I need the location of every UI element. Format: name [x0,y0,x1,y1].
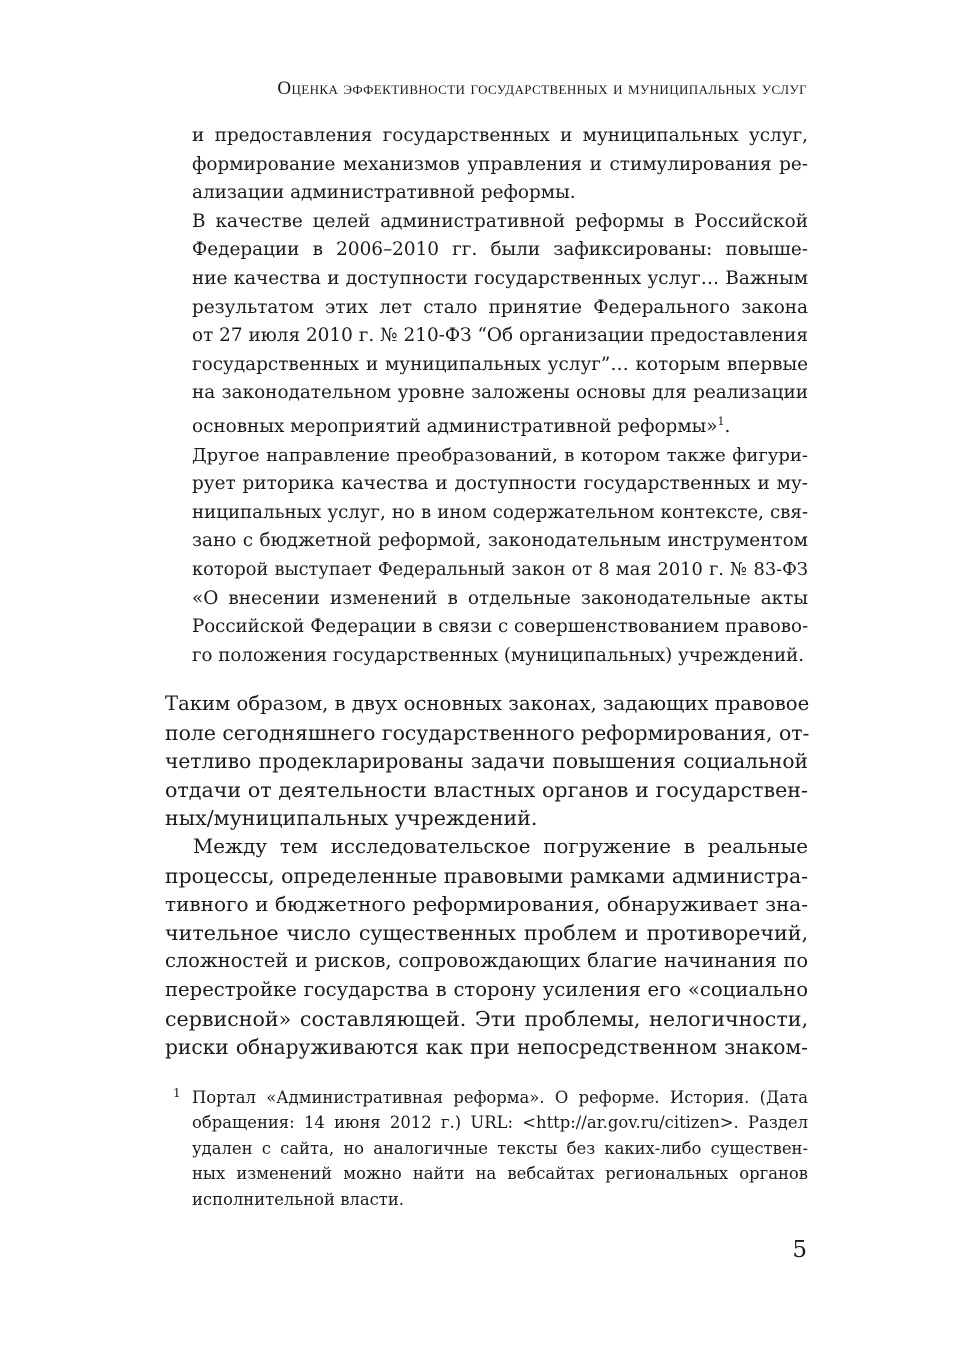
paragraph-line: перестройке государства в сторону усиления его «социально [165,977,808,1001]
quote-line: зано с бюджетной реформой, законодательным инструментом [192,530,808,552]
footnote-reference[interactable]: 1 [717,414,725,428]
paragraph-line: отдачи от деятельности властных органов и государствен- [165,777,808,802]
quote-line-text: основных мероприятий административной реформы» [192,415,718,437]
footnote-line: Портал «Административная реформа». О реформе. История. (Дата [192,1088,808,1107]
quote-line: Российской Федерации в связи с совершенствованием правово- [192,616,809,638]
quote-line: на законодательном уровне заложены основы для реализации [192,382,808,404]
paragraph-line: тивного и бюджетного реформирования, обнаруживает зна- [165,892,808,917]
paragraph-line: ных/муниципальных учреждений. [165,806,538,831]
running-header: Оценка эффективности государственных и муниципальных услуг [277,78,807,99]
footnote [165,1085,808,1212]
quote-line: ниципальных услуг, но в ином содержательном контексте, свя- [192,501,808,523]
footnote-line: ных изменений можно найти на вебсайтах региональных органов [192,1164,808,1184]
footnote-line: исполнительной власти. [192,1189,404,1209]
quote-line: «О внесении изменений в отдельные законодательные акты [192,587,808,609]
paragraph-line: сервисной» составляющей. Эти проблемы, нелогичности, [165,1006,808,1031]
quote-line: Другое направление преобразований, в котором также фигури- [192,444,808,466]
quote-line: ние качества и доступности государственных услуг… Важным [192,267,808,289]
footnote-body [192,1085,808,1212]
quote-line: которой выступает Федеральный закон от 8 мая 2010 г. № 83-ФЗ [192,558,808,580]
paragraph-line: процессы, определенные правовыми рамками администра- [165,863,808,888]
quote-line: государственных и муниципальных услуг”… которым впервые [192,353,808,375]
quote-line: формирование механизмов управления и стимулирования ре- [192,153,808,175]
quote-line: В качестве целей административной реформы в Российской [192,210,808,232]
footnote-marker: 1 [173,1086,181,1100]
quote-line-tail: . [724,415,731,437]
footnote-line: удален с сайта, но аналогичные тексты без каких-либо существен- [192,1138,808,1158]
footnote-line: обращения: 14 июня 2012 г.) URL: <http://ar.gov.ru/citizen>. Раздел [192,1113,808,1133]
quote-line: результатом этих лет стало принятие Федерального закона [192,296,808,318]
paragraph-line: риски обнаруживаются как при непосредственном знаком- [165,1035,808,1060]
paragraph-line: четливо продекларированы задачи повышения социальной [165,749,808,774]
block-quote [192,122,808,670]
paragraph-line: чительное число существенных проблем и противоречий, [165,920,808,945]
main-text [165,690,808,1062]
quote-line: Федерации в 2006–2010 гг. были зафиксированы: повыше- [192,239,808,261]
paragraph-line: сложностей и рисков, сопровождающих благие начинания по [165,949,808,973]
paragraph-line: Между тем исследовательское погружение в реальные [193,834,808,858]
quote-line: рует риторика качества и доступности государственных и му- [192,473,808,495]
quote-line: ализации административной реформы. [192,182,576,204]
paragraph-line: Таким образом, в двух основных законах, задающих правовое [165,692,810,715]
quote-line-with-footnote [192,408,808,442]
quote-line: и предоставления государственных и муниципальных услуг, [192,125,808,146]
quote-line: от 27 июля 2010 г. № 210-ФЗ “Об организации предоставления [192,325,808,347]
paragraph-line: поле сегодняшнего государственного реформирования, от- [165,720,810,745]
page-number: 5 [792,1237,807,1263]
quote-line: го положения государственных (муниципальных) учреждений. [192,644,805,666]
